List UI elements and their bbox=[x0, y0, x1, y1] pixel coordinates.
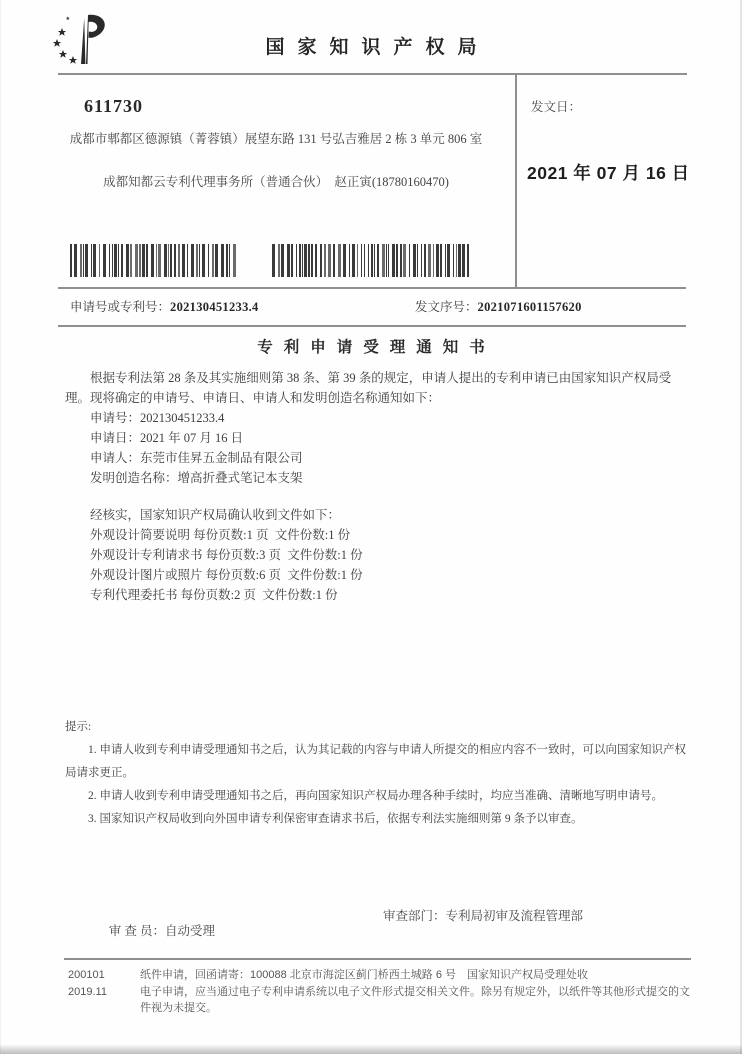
received-document: 专利代理委托书 每份页数:2 页 文件份数:1 份 bbox=[90, 588, 338, 602]
tips-label: 提示: bbox=[65, 721, 92, 733]
agency-name: 国家知识产权局 bbox=[265, 37, 490, 58]
received-documents-block bbox=[65, 505, 689, 605]
footer-note-paper: 纸件申请，回函请寄：100088 北京市海淀区蓟门桥西土城路 6 号 国家知识产权局受理处收 bbox=[140, 969, 588, 981]
footer-note-electronic: 电子申请，应当通过电子专利申请系统以电子文件形式提交相关文件。除另有规定外，以纸件等其他形式提交的文件视为未提交。 bbox=[140, 985, 690, 1014]
detail-invention-title: 发明创造名称：增高折叠式笔记本支架 bbox=[90, 471, 303, 485]
footer-divider bbox=[64, 958, 691, 960]
tip-item: 2. 申请人收到专利申请受理通知书之后，再向国家知识产权局办理各种手续时，均应当准确、清晰地写明申请号。 bbox=[88, 790, 663, 802]
application-number-label: 申请号或专利号： bbox=[70, 300, 171, 314]
application-number-value: 202130451233.4 bbox=[170, 300, 259, 314]
dispatch-serial-value: 2021071601157620 bbox=[477, 300, 582, 314]
page-edge bbox=[0, 0, 1, 1054]
dispatch-serial-number bbox=[415, 297, 582, 315]
footer-row bbox=[68, 967, 693, 984]
application-number bbox=[70, 297, 259, 315]
received-document: 外观设计专利请求书 每份页数:3 页 文件份数:1 份 bbox=[90, 548, 363, 562]
dispatch-serial-label: 发文序号： bbox=[415, 300, 478, 314]
tip-item: 1. 申请人收到专利申请受理通知书之后，认为其记载的内容与申请人所提交的相应内容不一致时，可以向国家知识产权局请求更正。 bbox=[65, 744, 686, 779]
detail-application-date: 申请日：2021 年 07 月 16 日 bbox=[90, 431, 244, 445]
detail-application-number: 申请号：202130451233.4 bbox=[90, 411, 225, 425]
datebox-divider bbox=[515, 73, 517, 287]
tip-item: 3. 国家知识产权局收到向外国申请专利保密审查请求书后，依据专利法实施细则第 9 条予以审查。 bbox=[88, 813, 583, 825]
tips-section bbox=[65, 716, 691, 831]
received-intro: 经核实，国家知识产权局确认收到文件如下： bbox=[90, 508, 341, 522]
header-divider bbox=[58, 73, 687, 75]
department-value: 专利局初审及流程管理部 bbox=[445, 909, 584, 923]
received-document: 外观设计图片或照片 每份页数:6 页 文件份数:1 份 bbox=[90, 568, 363, 582]
barcode-left bbox=[70, 244, 238, 277]
department-label: 审查部门： bbox=[383, 909, 446, 923]
issue-date-value: 2021 年 07 月 16 日 bbox=[527, 163, 690, 183]
footer-form-code: 200101 bbox=[68, 969, 105, 981]
footer-row bbox=[68, 984, 693, 1017]
examiner-value: 自动受理 bbox=[165, 924, 216, 938]
page-edge bbox=[0, 1045, 742, 1054]
detail-applicant: 申请人：东莞市佳昇五金制品有限公司 bbox=[90, 451, 303, 465]
divider-under-barcode bbox=[58, 287, 686, 289]
document-title: 专利申请受理通知书 bbox=[257, 339, 496, 356]
intro-paragraph: 根据专利法第 28 条及其实施细则第 38 条、第 39 条的规定，申请人提出的专利申请已由国家知识产权局受理。现将确定的申请号、申请日、申请人和发明创造名称通知如下： bbox=[65, 371, 672, 405]
issue-date-label: 发文日： bbox=[531, 100, 582, 114]
divider-under-numbers bbox=[58, 325, 686, 327]
examiner-label: 审 查 员： bbox=[108, 924, 166, 938]
examiner bbox=[90, 906, 215, 954]
examining-department bbox=[383, 906, 583, 924]
recipient-address: 成都市郫都区德源镇（菁蓉镇）展望东路 131 号弘吉雅居 2 栋 3 单元 806 室 bbox=[69, 132, 483, 146]
received-document: 外观设计简要说明 每份页数:1 页 文件份数:1 份 bbox=[90, 528, 351, 542]
footer-version-code: 2019.11 bbox=[68, 985, 107, 998]
patent-agency-line: 成都知都云专利代理事务所（普通合伙） 赵正寅(18780160470) bbox=[103, 175, 449, 189]
barcode-right bbox=[272, 244, 474, 277]
postal-code: 611730 bbox=[84, 96, 144, 116]
notice-body bbox=[65, 368, 689, 605]
footer-notes bbox=[68, 967, 693, 1017]
